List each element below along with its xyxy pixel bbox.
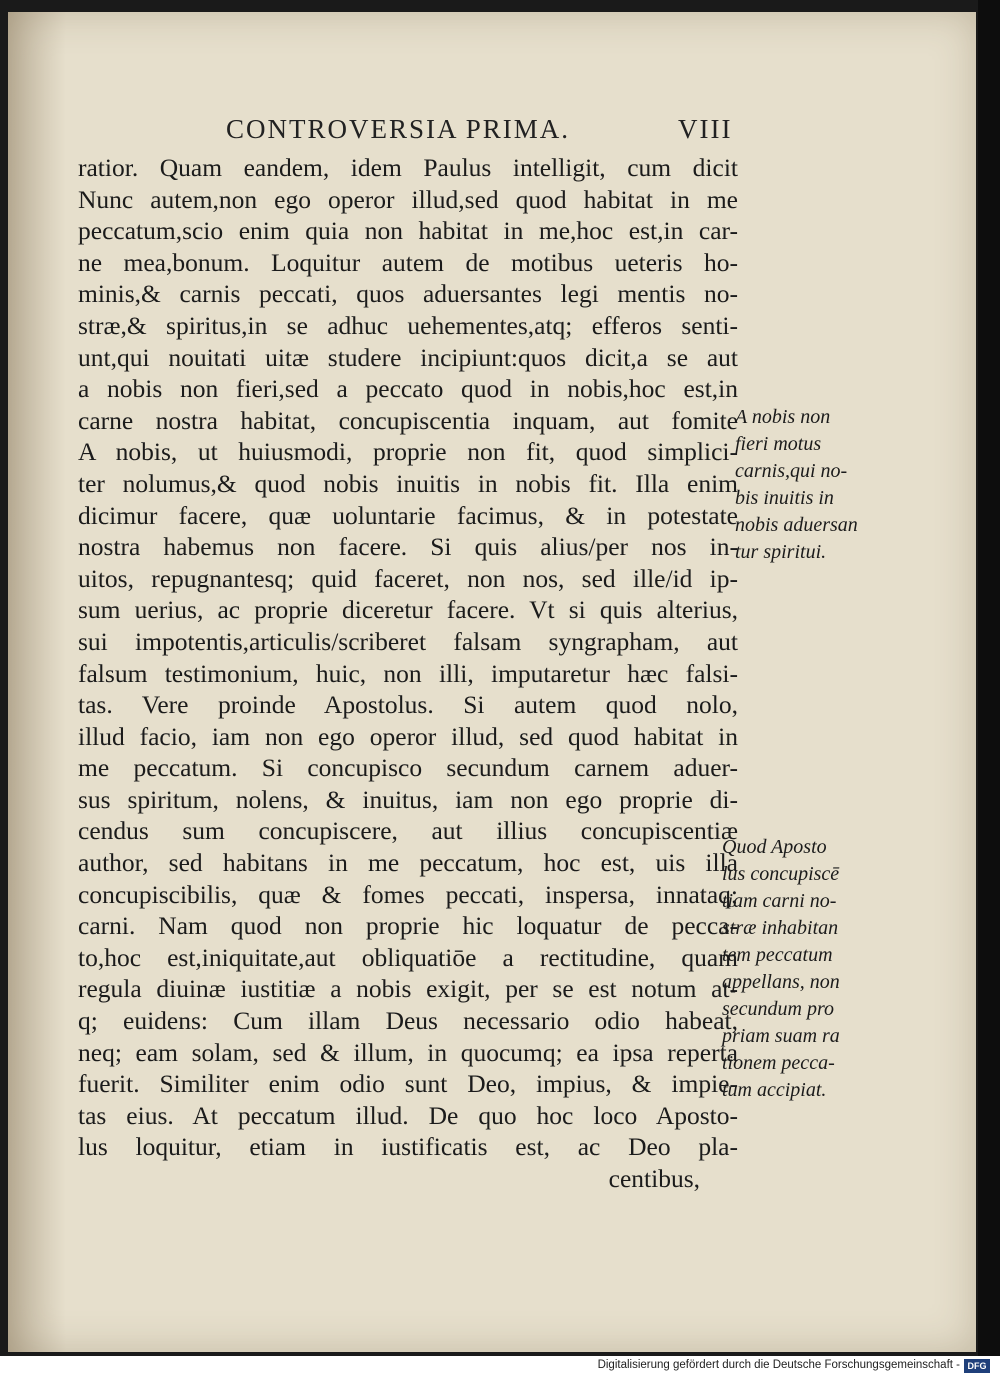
text-line: to,hoc est,iniquitate,aut obliquatiōe a rectitudine, quam xyxy=(78,942,738,972)
text-line: tas. Vere proinde Apostolus. Si autem quod nolo, xyxy=(78,690,738,720)
text-line: dicimur facere, quæ uoluntarie facimus, & in potestate xyxy=(78,500,738,530)
marginal-note-line: stræ inhabitan xyxy=(722,917,839,939)
text-line: sui impotentis,articulis/scriberet falsam syngrapham, aut xyxy=(78,626,738,656)
footer-bar xyxy=(0,1356,1000,1378)
marginal-note-line: Quod Aposto xyxy=(722,836,827,858)
text-line: q; euidens: Cum illam Deus necessario odio habeat, xyxy=(78,1006,738,1036)
text-line: concupiscibilis, quæ & fomes peccati, inspersa, innataq; xyxy=(78,879,738,909)
text-line: tas eius. At peccatum illud. De quo hoc loco Aposto- xyxy=(78,1100,738,1130)
catchword: centibus, xyxy=(608,1164,700,1193)
text-line: sum uerius, ac proprie diceretur facere. Vt si quis alterius, xyxy=(78,595,738,625)
marginal-note-line: A nobis non xyxy=(735,406,831,428)
text-line: Nunc autem,non ego operor illud,sed quod habitat in me xyxy=(78,184,738,214)
text-line: regula diuinæ iustitiæ a nobis exigit, per se est notum at- xyxy=(78,974,738,1004)
text-line: illud facio, iam non ego operor illud, sed quod habitat in xyxy=(78,721,738,751)
text-line: stræ,& spiritus,in se adhuc uehementes,atq; efferos senti- xyxy=(78,310,738,340)
scan-border xyxy=(978,0,1000,1360)
text-line: carni. Nam quod non proprie hic loquatur de pecca- xyxy=(78,911,738,941)
folio-number: VIII xyxy=(678,114,733,144)
marginal-note-line: secundum pro xyxy=(722,998,835,1020)
marginal-note-line: tionem pecca- xyxy=(722,1052,835,1074)
text-line: lus loquitur, etiam in iustificatis est, ac Deo pla- xyxy=(78,1132,738,1162)
text-line: me peccatum. Si concupisco secundum carnem aduer- xyxy=(78,753,738,783)
book-page xyxy=(8,12,976,1352)
text-line: unt,qui nouitati uitæ studere incipiunt:quos dicit,a se aut xyxy=(78,342,738,372)
marginal-note-line: tiam carni no- xyxy=(722,890,837,912)
marginal-note-line: nobis aduersan xyxy=(735,514,858,536)
text-line: ter nolumus,& quod nobis inuitis in nobis fit. Illa enim xyxy=(78,468,738,498)
marginal-note-line: tem peccatum xyxy=(722,944,833,966)
text-line: fuerit. Similiter enim odio sunt Deo, impius, & impie- xyxy=(78,1069,738,1099)
text-line: A nobis, ut huiusmodi, proprie non fit, quod simplici- xyxy=(78,437,738,467)
marginal-note-line: tum accipiat. xyxy=(722,1079,827,1101)
text-line: falsum testimonium, huic, non illi, imputaretur hæc falsi- xyxy=(78,658,738,688)
running-head: CONTROVERSIA PRIMA. xyxy=(226,114,571,144)
marginal-note-line: appellans, non xyxy=(722,971,840,993)
text-line: carne nostra habitat, concupiscentia inquam, aut fomite xyxy=(78,405,738,435)
text-line: peccatum,scio enim quia non habitat in me,hoc est,in car- xyxy=(78,216,738,246)
funding-credit: Digitalisierung gefördert durch die Deutsche Forschungsgemeinschaft - xyxy=(597,1359,960,1371)
marginal-note-line: tur spiritui. xyxy=(735,541,827,563)
text-line: sus spiritum, nolens, & inuitus, iam non ego proprie di- xyxy=(78,784,738,814)
marginal-note-line: lus concupiscē xyxy=(722,863,840,885)
marginal-note-1 xyxy=(735,404,875,566)
text-line: nostra habemus non facere. Si quis alius/per nos in- xyxy=(78,532,738,562)
marginal-note-line: fieri motus xyxy=(735,433,822,455)
text-line: uitos, repugnantesq; quid faceret, non nos, sed ille/id ip- xyxy=(78,563,738,593)
text-line: cendus sum concupiscere, aut illius concupiscentiæ xyxy=(78,816,738,846)
text-line: ratior. Quam eandem, idem Paulus intelligit, cum dicit xyxy=(78,153,738,182)
marginal-note-line: bis inuitis in xyxy=(735,487,834,509)
text-line: minis,& carnis peccati, quos aduersantes legi mentis no- xyxy=(78,279,738,309)
marginal-note-line: priam suam ra xyxy=(722,1025,840,1047)
marginal-note-2 xyxy=(722,834,862,1104)
text-line: author, sed habitans in me peccatum, hoc est, uis illa xyxy=(78,848,738,878)
dfg-logo: DFG xyxy=(964,1359,990,1373)
page-gutter-shadow xyxy=(8,12,66,1352)
text-line: ne mea,bonum. Loquitur autem de motibus ueteris ho- xyxy=(78,247,738,277)
main-text-block xyxy=(78,152,738,1195)
marginal-note-line: carnis,qui no- xyxy=(735,460,848,482)
page-header xyxy=(98,112,758,152)
text-line: a nobis non fieri,sed a peccato quod in nobis,hoc est,in xyxy=(78,374,738,404)
text-line: neq; eam solam, sed & illum, in quocumq; ea ipsa reperta xyxy=(78,1037,738,1067)
